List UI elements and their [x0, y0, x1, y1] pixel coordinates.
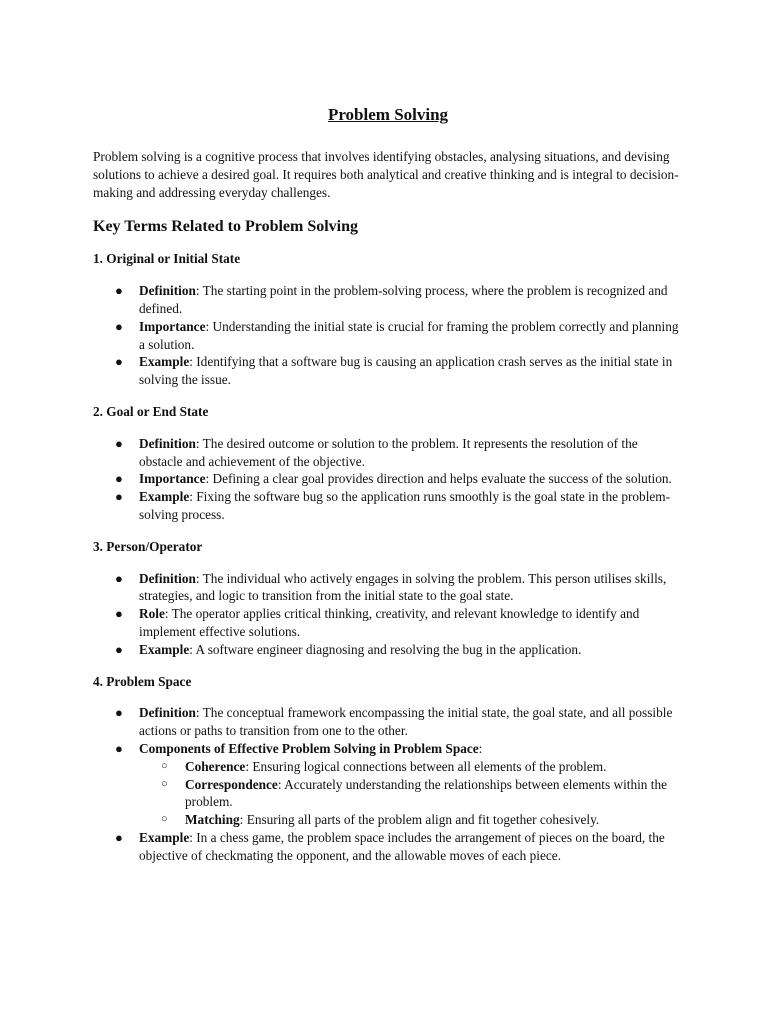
bullet-icon: ●: [115, 283, 123, 299]
item-term: Matching: [185, 812, 240, 828]
list-item: [93, 704, 683, 740]
list-item: [93, 829, 683, 865]
item-term: Coherence: [185, 758, 246, 774]
key-terms-heading: Key Terms Related to Problem Solving: [93, 218, 359, 236]
bullet-icon: ●: [115, 489, 123, 505]
item-term: Example: [139, 489, 190, 505]
item-text: : Defining a clear goal provides direction and helps evaluate the success of the solution.: [205, 471, 672, 487]
list-item: [93, 353, 683, 389]
bullet-icon: ●: [115, 354, 123, 370]
sub-list-item: [139, 776, 683, 812]
list-item: [93, 570, 683, 606]
item-text: : The operator applies critical thinking, creativity, and relevant knowledge to identify and implement effective solutions.: [139, 606, 640, 639]
sub-list-item: [139, 811, 683, 829]
section-heading-problem-space: 4. Problem Space: [93, 673, 192, 689]
section-heading-operator: 3. Person/Operator: [93, 538, 203, 554]
item-text: : The individual who actively engages in solving the problem. This person utilises skills, strategies, and logic to transition from the initial state to the goal state.: [139, 570, 667, 604]
item-text: : The starting point in the problem-solving process, where the problem is recognized and defined.: [139, 283, 668, 316]
section-list-goal-state: [93, 435, 683, 524]
list-item: [93, 641, 683, 659]
bullet-icon: ●: [115, 641, 123, 657]
section-list-initial-state: [93, 282, 683, 389]
item-term: Example: [139, 354, 190, 370]
item-term: Importance: [139, 471, 206, 487]
bullet-icon: ●: [115, 570, 123, 586]
item-term: Definition: [139, 705, 196, 721]
item-text: : Fixing the software bug so the application runs smoothly is the goal state in the problem-solving process.: [139, 489, 671, 522]
item-term: Correspondence: [185, 776, 278, 792]
circle-bullet-icon: ○: [161, 759, 168, 772]
list-item: [93, 488, 683, 524]
item-text: : Understanding the initial state is crucial for framing the problem correctly and planning a solution.: [139, 318, 679, 352]
item-term: Definition: [139, 570, 196, 586]
bullet-icon: ●: [115, 471, 123, 487]
item-text: : The desired outcome or solution to the problem. It represents the resolution of the obstacle and achievement of the objective.: [139, 435, 638, 469]
item-text: : Ensuring all parts of the problem align and fit together cohesively.: [239, 812, 600, 828]
item-text: : A software engineer diagnosing and resolving the bug in the application.: [189, 641, 582, 657]
bullet-icon: ●: [115, 740, 123, 756]
section-heading-goal-state: 2. Goal or End State: [93, 403, 209, 419]
item-term: Example: [139, 829, 190, 845]
item-text: : Ensuring logical connections between all elements of the problem.: [245, 758, 607, 774]
sub-list-item: [139, 758, 683, 776]
document-page: [93, 104, 683, 879]
item-term: Role: [139, 606, 165, 622]
list-item: [93, 282, 683, 318]
item-term: Definition: [139, 435, 196, 451]
list-item: [93, 740, 683, 829]
item-text: : In a chess game, the problem space includes the arrangement of pieces on the board, the objective of checkmating the opponent, and the allowable moves of each piece.: [139, 829, 665, 863]
bullet-icon: ●: [115, 606, 123, 622]
item-text: : The conceptual framework encompassing the initial state, the goal state, and all possible actions or paths to transition from one to the other.: [139, 705, 673, 739]
item-text: : Accurately understanding the relationships between elements within the problem.: [185, 776, 668, 810]
list-item: [93, 435, 683, 471]
section-list-operator: [93, 570, 683, 659]
circle-bullet-icon: ○: [161, 813, 168, 826]
item-term: Components of Effective Problem Solving in Problem Space: [139, 740, 479, 756]
list-item: [93, 318, 683, 354]
bullet-icon: ●: [115, 435, 123, 451]
circle-bullet-icon: ○: [161, 777, 168, 790]
list-item: [93, 470, 683, 488]
page-title: Problem Solving: [327, 105, 449, 124]
bullet-icon: ●: [115, 318, 123, 334]
bullet-icon: ●: [115, 705, 123, 721]
components-sublist: [139, 758, 683, 829]
intro-paragraph: Problem solving is a cognitive process that involves identifying obstacles, analysing situations, and devising solutions to achieve a desired goal. It requires both analytical and creative thinking and is integral to decision-making and addressing everyday challenges.: [93, 149, 679, 200]
section-heading-initial-state: 1. Original or Initial State: [93, 251, 241, 267]
item-text: : Identifying that a software bug is causing an application crash serves as the initial state in solving the issue.: [139, 354, 673, 388]
section-list-problem-space: [93, 704, 683, 864]
item-term: Definition: [139, 283, 196, 299]
list-item: [93, 605, 683, 641]
item-term: Example: [139, 641, 190, 657]
item-term: Importance: [139, 318, 206, 334]
bullet-icon: ●: [115, 829, 123, 845]
item-text: :: [478, 740, 483, 756]
